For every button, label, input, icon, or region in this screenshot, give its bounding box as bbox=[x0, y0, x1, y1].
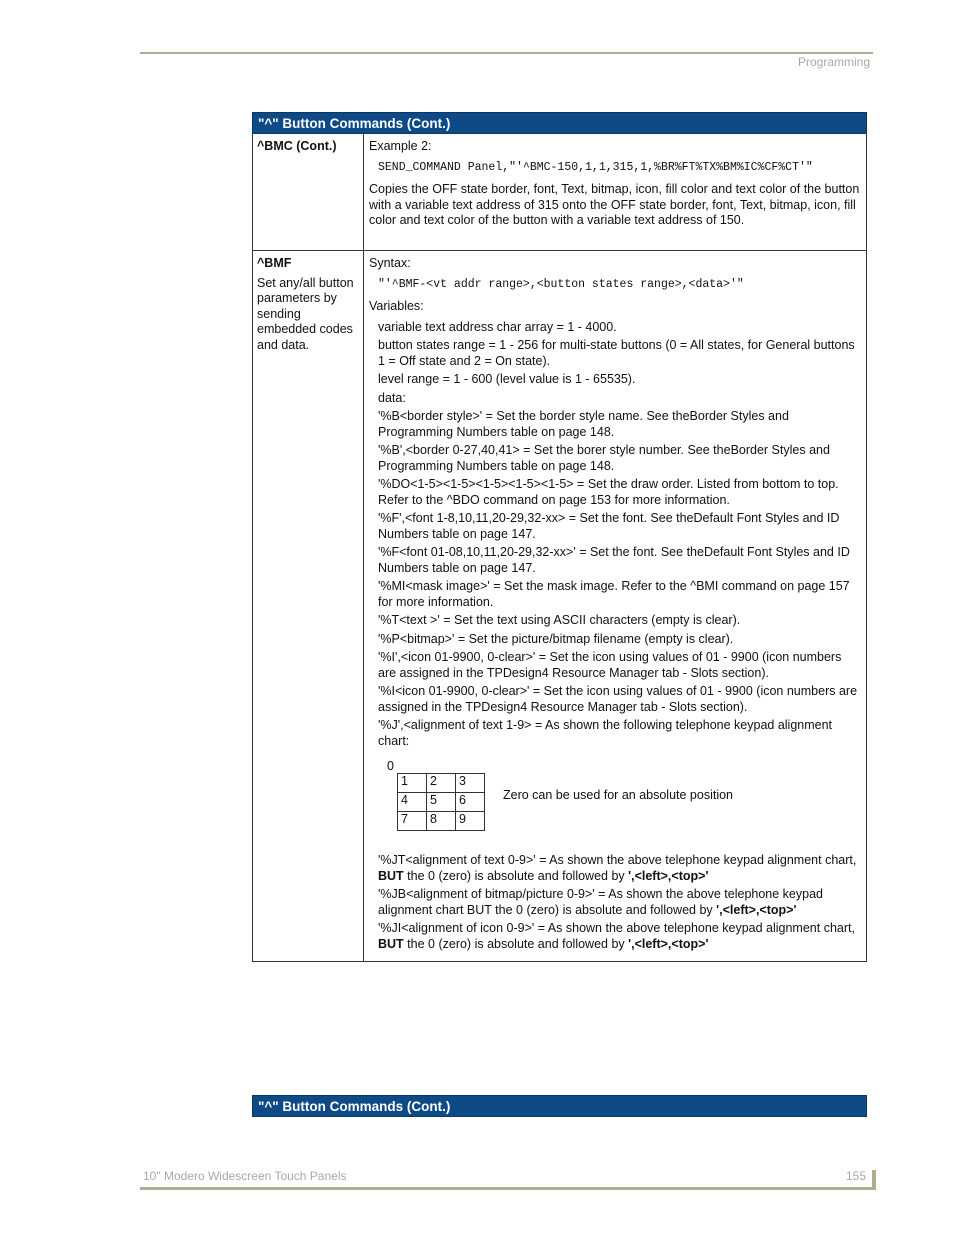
keypad-cell: 8 bbox=[427, 812, 456, 831]
keypad-cell: 4 bbox=[398, 793, 427, 812]
keypad-cell: 3 bbox=[456, 774, 485, 793]
keypad-grid bbox=[397, 773, 485, 831]
keypad-cell: 2 bbox=[427, 774, 456, 793]
variable-item: '%F<font 01-08,10,11,20-29,32-xx>' = Set the font. See theDefault Font Styles and ID Numbers table on page 147. bbox=[378, 545, 850, 575]
variable-item: data: bbox=[378, 390, 406, 405]
button-commands-table bbox=[252, 112, 867, 962]
variable-item: '%MI<mask image>' = Set the mask image. Refer to the ^BMI command on page 157 for more information. bbox=[378, 579, 850, 609]
variable-item: '%J',<alignment of text 1-9> = As shown the following telephone keypad alignment chart: bbox=[378, 718, 833, 748]
variable-item: '%P<bitmap>' = Set the picture/bitmap filename (empty is clear). bbox=[378, 631, 734, 646]
variable-item: variable text address char array = 1 - 4000. bbox=[378, 319, 617, 334]
example-label: Example 2: bbox=[369, 139, 432, 153]
variable-item: '%I<icon 01-9900, 0-clear>' = Set the icon using values of 01 - 9900 (icon numbers are assigned in the TPDesign4 Resource Manager tab - Slots section). bbox=[378, 684, 858, 714]
variable-item: '%F',<font 1-8,10,11,20-29,32-xx> = Set the font. See theDefault Font Styles and ID Numbers table on page 147. bbox=[378, 511, 840, 541]
keypad-alignment-chart bbox=[369, 759, 861, 847]
table-row-bmc bbox=[252, 134, 867, 251]
variable-item: '%T<text >' = Set the text using ASCII characters (empty is clear). bbox=[378, 613, 741, 627]
table-row-bmf bbox=[252, 251, 867, 962]
variable-item: level range = 1 - 600 (level value is 1 - 65535). bbox=[378, 372, 636, 386]
variable-item: '%I',<icon 01-9900, 0-clear>' = Set the icon using values of 01 - 9900 (icon numbers are assigned in the TPDesign4 Resource Manager tab - Slots section). bbox=[378, 650, 842, 680]
example-description: Copies the OFF state border, font, Text, bitmap, icon, fill color and text color of the button with a variable text address of 315 onto the OFF state border, font, Text, bitmap, icon, fill color and text color of the button with a variable text address of 150. bbox=[369, 182, 860, 227]
syntax-code: "'^BMF-<vt addr range>,<button states range>,<data>'" bbox=[378, 277, 744, 291]
syntax-label: Syntax: bbox=[369, 256, 411, 270]
variable-item: '%JI<alignment of icon 0-9>' = As shown the above telephone keypad alignment chart, BUT the 0 (zero) is absolute and followed by ',<left>,<top>' bbox=[378, 921, 855, 951]
command-name: ^BMF bbox=[257, 256, 292, 270]
keypad-note: Zero can be used for an absolute position bbox=[503, 788, 734, 802]
footer-rule bbox=[140, 1187, 876, 1190]
keypad-cell: 5 bbox=[427, 793, 456, 812]
header-rule bbox=[140, 52, 873, 54]
footer-product: 10" Modero Widescreen Touch Panels bbox=[143, 1169, 347, 1183]
command-description: Set any/all button parameters by sending embedded codes and data. bbox=[257, 275, 354, 352]
variable-item: '%JB<alignment of bitmap/picture 0-9>' = As shown the above telephone keypad alignment chart BUT the 0 (zero) is absolute and followed by ',<left>,<top>' bbox=[378, 887, 823, 917]
variable-item: '%JT<alignment of text 0-9>' = As shown the above telephone keypad alignment chart, BUT the 0 (zero) is absolute and followed by ',<left>,<top>' bbox=[378, 853, 857, 883]
keypad-cell: 1 bbox=[398, 774, 427, 793]
variables-label: Variables: bbox=[369, 299, 424, 313]
variable-item: button states range = 1 - 256 for multi-state buttons (0 = All states, for General buttons 1 = Off state and 2 = On state). bbox=[378, 338, 855, 368]
table-header-continued: "^" Button Commands (Cont.) bbox=[252, 1095, 867, 1117]
example-code: SEND_COMMAND Panel,"'^BMC-150,1,1,315,1,%BR%FT%TX%BM%IC%CF%CT'" bbox=[378, 160, 813, 174]
page-number: 155 bbox=[846, 1169, 867, 1183]
variable-item: '%DO<1-5><1-5><1-5><1-5><1-5> = Set the draw order. Listed from bottom to top. Refer to the ^BDO command on page 153 for more information. bbox=[378, 477, 839, 507]
command-name: ^BMC (Cont.) bbox=[257, 139, 337, 153]
table-header: "^" Button Commands (Cont.) bbox=[252, 112, 867, 134]
keypad-zero: 0 bbox=[387, 759, 394, 773]
variable-item: '%B<border style>' = Set the border style name. See theBorder Styles and Programming Numbers table on page 148. bbox=[378, 409, 789, 439]
keypad-cell: 6 bbox=[456, 793, 485, 812]
section-label: Programming bbox=[797, 55, 870, 69]
variable-item: '%B',<border 0-27,40,41> = Set the borer style number. See theBorder Styles and Programming Numbers table on page 148. bbox=[378, 443, 830, 473]
keypad-cell: 9 bbox=[456, 812, 485, 831]
keypad-cell: 7 bbox=[398, 812, 427, 831]
